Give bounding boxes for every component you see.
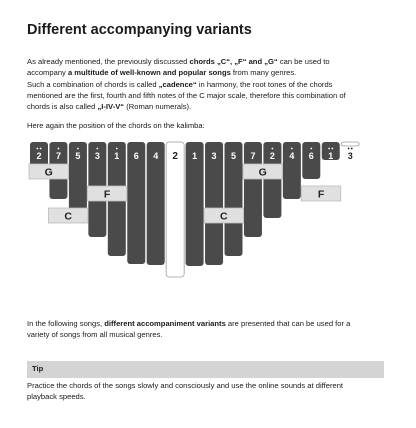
tine-number: 4	[153, 151, 159, 161]
octave-dot	[37, 148, 39, 150]
octave-dot	[328, 148, 330, 150]
octave-dot	[77, 148, 79, 150]
tine-number: 3	[347, 151, 353, 161]
tip-label: Tip	[32, 364, 44, 373]
songs-text-end: are presented that can be used for a	[225, 319, 351, 328]
chord-label: G	[258, 166, 267, 179]
octave-dot	[291, 148, 293, 150]
chord-label: C	[64, 210, 72, 223]
octave-dot	[331, 148, 333, 150]
page-title: Different accompanying variants	[27, 22, 252, 38]
chord-label: F	[103, 188, 111, 201]
tine-number: 7	[55, 151, 61, 161]
octave-dot	[58, 148, 60, 150]
intro-line3-text: Such a combination of chords is called	[27, 79, 159, 89]
intro-line1-bold: chords „C“, „F“ and „G“	[189, 57, 278, 66]
intro-line5-bold: „I-IV-V“	[97, 102, 125, 112]
chord-label: C	[219, 210, 228, 223]
octave-dot	[116, 148, 118, 150]
chord-label: G	[44, 166, 53, 179]
songs-text: In the following songs,	[27, 319, 105, 328]
tine-number: 5	[230, 151, 237, 161]
kalimba-tine	[166, 142, 184, 277]
octave-dot	[348, 148, 350, 150]
songs-paragraph	[27, 318, 395, 341]
tine-number: 2	[172, 151, 178, 162]
intro-line2-bold: a multitude of well-known and popular songs	[67, 68, 231, 78]
tip-line2: playback speeds.	[27, 392, 86, 402]
intro-line1-text: As already mentioned, the previously discussed	[27, 57, 190, 66]
intro-line4-text: mentioned are the first, fourth and fifth notes of the C major scale, therefore this combination of	[27, 90, 346, 100]
tine-number: 2	[269, 151, 275, 161]
tine-number: 6	[133, 151, 139, 161]
octave-dot	[272, 148, 274, 150]
intro-line2-text: accompany	[27, 68, 68, 78]
tine-number: 1	[192, 151, 198, 161]
tine-number: 1	[328, 151, 334, 161]
tine-number: 4	[289, 151, 295, 161]
songs-line2: variety of songs from all musical genres.	[27, 330, 163, 340]
tip-line1: Practice the chords of the songs slowly and consciously and use the online sounds at different	[27, 381, 344, 390]
tine-number: 7	[250, 151, 256, 161]
tine-number: 2	[36, 151, 42, 161]
kalimba-tine	[341, 142, 359, 146]
tine-number: 1	[114, 151, 120, 161]
tine-number: 3	[211, 151, 217, 161]
octave-dot	[96, 148, 98, 150]
tine-number: 6	[308, 151, 314, 161]
intro-line3-text-end: in harmony, the root tones of the chords	[196, 79, 333, 89]
octave-dot	[40, 148, 42, 150]
octave-dot	[310, 148, 312, 150]
songs-bold: different accompaniment variants	[104, 319, 226, 328]
tip-paragraph	[27, 380, 395, 403]
chord-label: F	[317, 188, 325, 201]
intro-line2-text-end: from many genres.	[230, 68, 297, 78]
intro-line1-text-end: can be used to	[277, 57, 330, 66]
intro-line3-bold: „cadence“	[158, 79, 197, 89]
octave-dot	[351, 148, 353, 150]
tine-number: 3	[94, 151, 100, 161]
intro-line5-text-end: (Roman numerals).	[124, 102, 192, 112]
kalimba-intro: Here again the position of the chords on the kalimba:	[27, 121, 205, 130]
tip-header	[27, 361, 384, 378]
intro-line5-text: chords is also called	[27, 102, 98, 112]
tine-number: 5	[75, 151, 81, 161]
